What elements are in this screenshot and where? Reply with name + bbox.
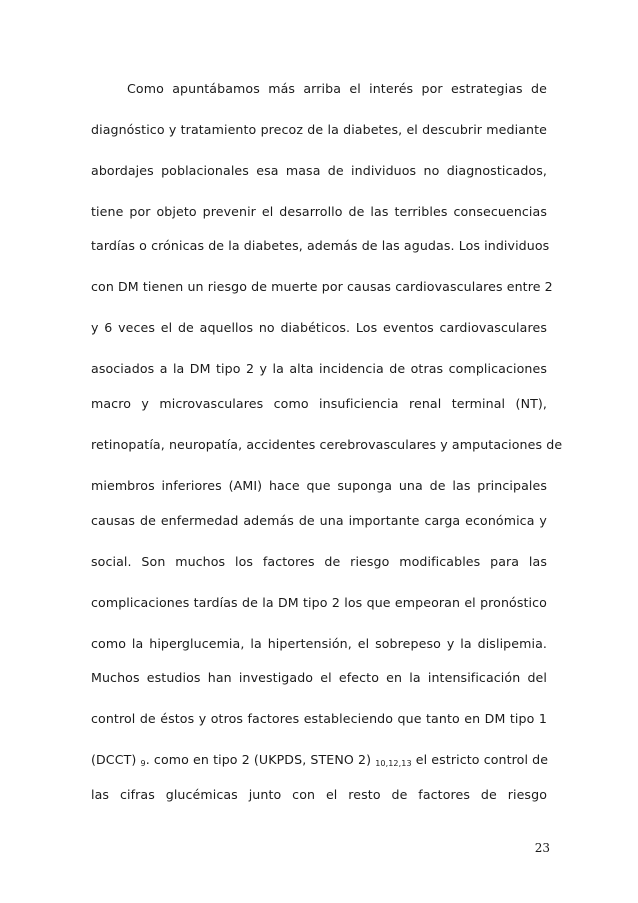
paragraph-line: asociados a la DM tipo 2 y la alta incidencia de otras complicaciones [91,361,547,376]
line-text: el estricto control de [411,752,549,767]
paragraph-line: Como apuntábamos más arriba el interés por estrategias de [127,81,547,96]
paragraph-line: macro y microvasculares como insuficiencia renal terminal (NT), [91,396,547,411]
paragraph-line: con DM tienen un riesgo de muerte por causas cardiovasculares entre 2 [91,279,553,294]
paragraph-line: complicaciones tardías de la DM tipo 2 los que empeoran el pronóstico [91,595,547,610]
paragraph-line: Muchos estudios han investigado el efecto en la intensificación del [91,670,547,685]
paragraph-line: miembros inferiores (AMI) hace que suponga una de las principales [91,478,547,493]
paragraph-line: tiene por objeto prevenir el desarrollo de las terribles consecuencias [91,204,547,219]
line-text: (DCCT) [91,752,141,767]
reference-subscript: 9 [140,759,146,768]
line-text: . como en tipo 2 (UKPDS, STENO 2) [145,752,376,767]
paragraph-line: y 6 veces el de aquellos no diabéticos. Los eventos cardiovasculares [91,320,547,335]
paragraph-line: social. Son muchos los factores de riesgo modificables para las [91,554,547,569]
paragraph-line: las cifras glucémicas junto con el resto de factores de riesgo [91,787,547,802]
paragraph-line: causas de enfermedad además de una importante carga económica y [91,513,547,528]
paragraph-line: diagnóstico y tratamiento precoz de la diabetes, el descubrir mediante [91,122,547,137]
paragraph-line: tardías o crónicas de la diabetes, además de las agudas. Los individuos [91,238,550,253]
reference-subscript: 10,12,13 [375,759,412,768]
paragraph-line: retinopatía, neuropatía, accidentes cerebrovasculares y amputaciones de [91,437,563,452]
paragraph-line: como la hiperglucemia, la hipertensión, el sobrepeso y la dislipemia. [91,636,547,651]
page-number: 23 [534,841,550,855]
paragraph-line-with-references [91,750,547,770]
paragraph-line: abordajes poblacionales esa masa de individuos no diagnosticados, [91,163,547,178]
paragraph-line: control de éstos y otros factores estableciendo que tanto en DM tipo 1 [91,711,547,726]
